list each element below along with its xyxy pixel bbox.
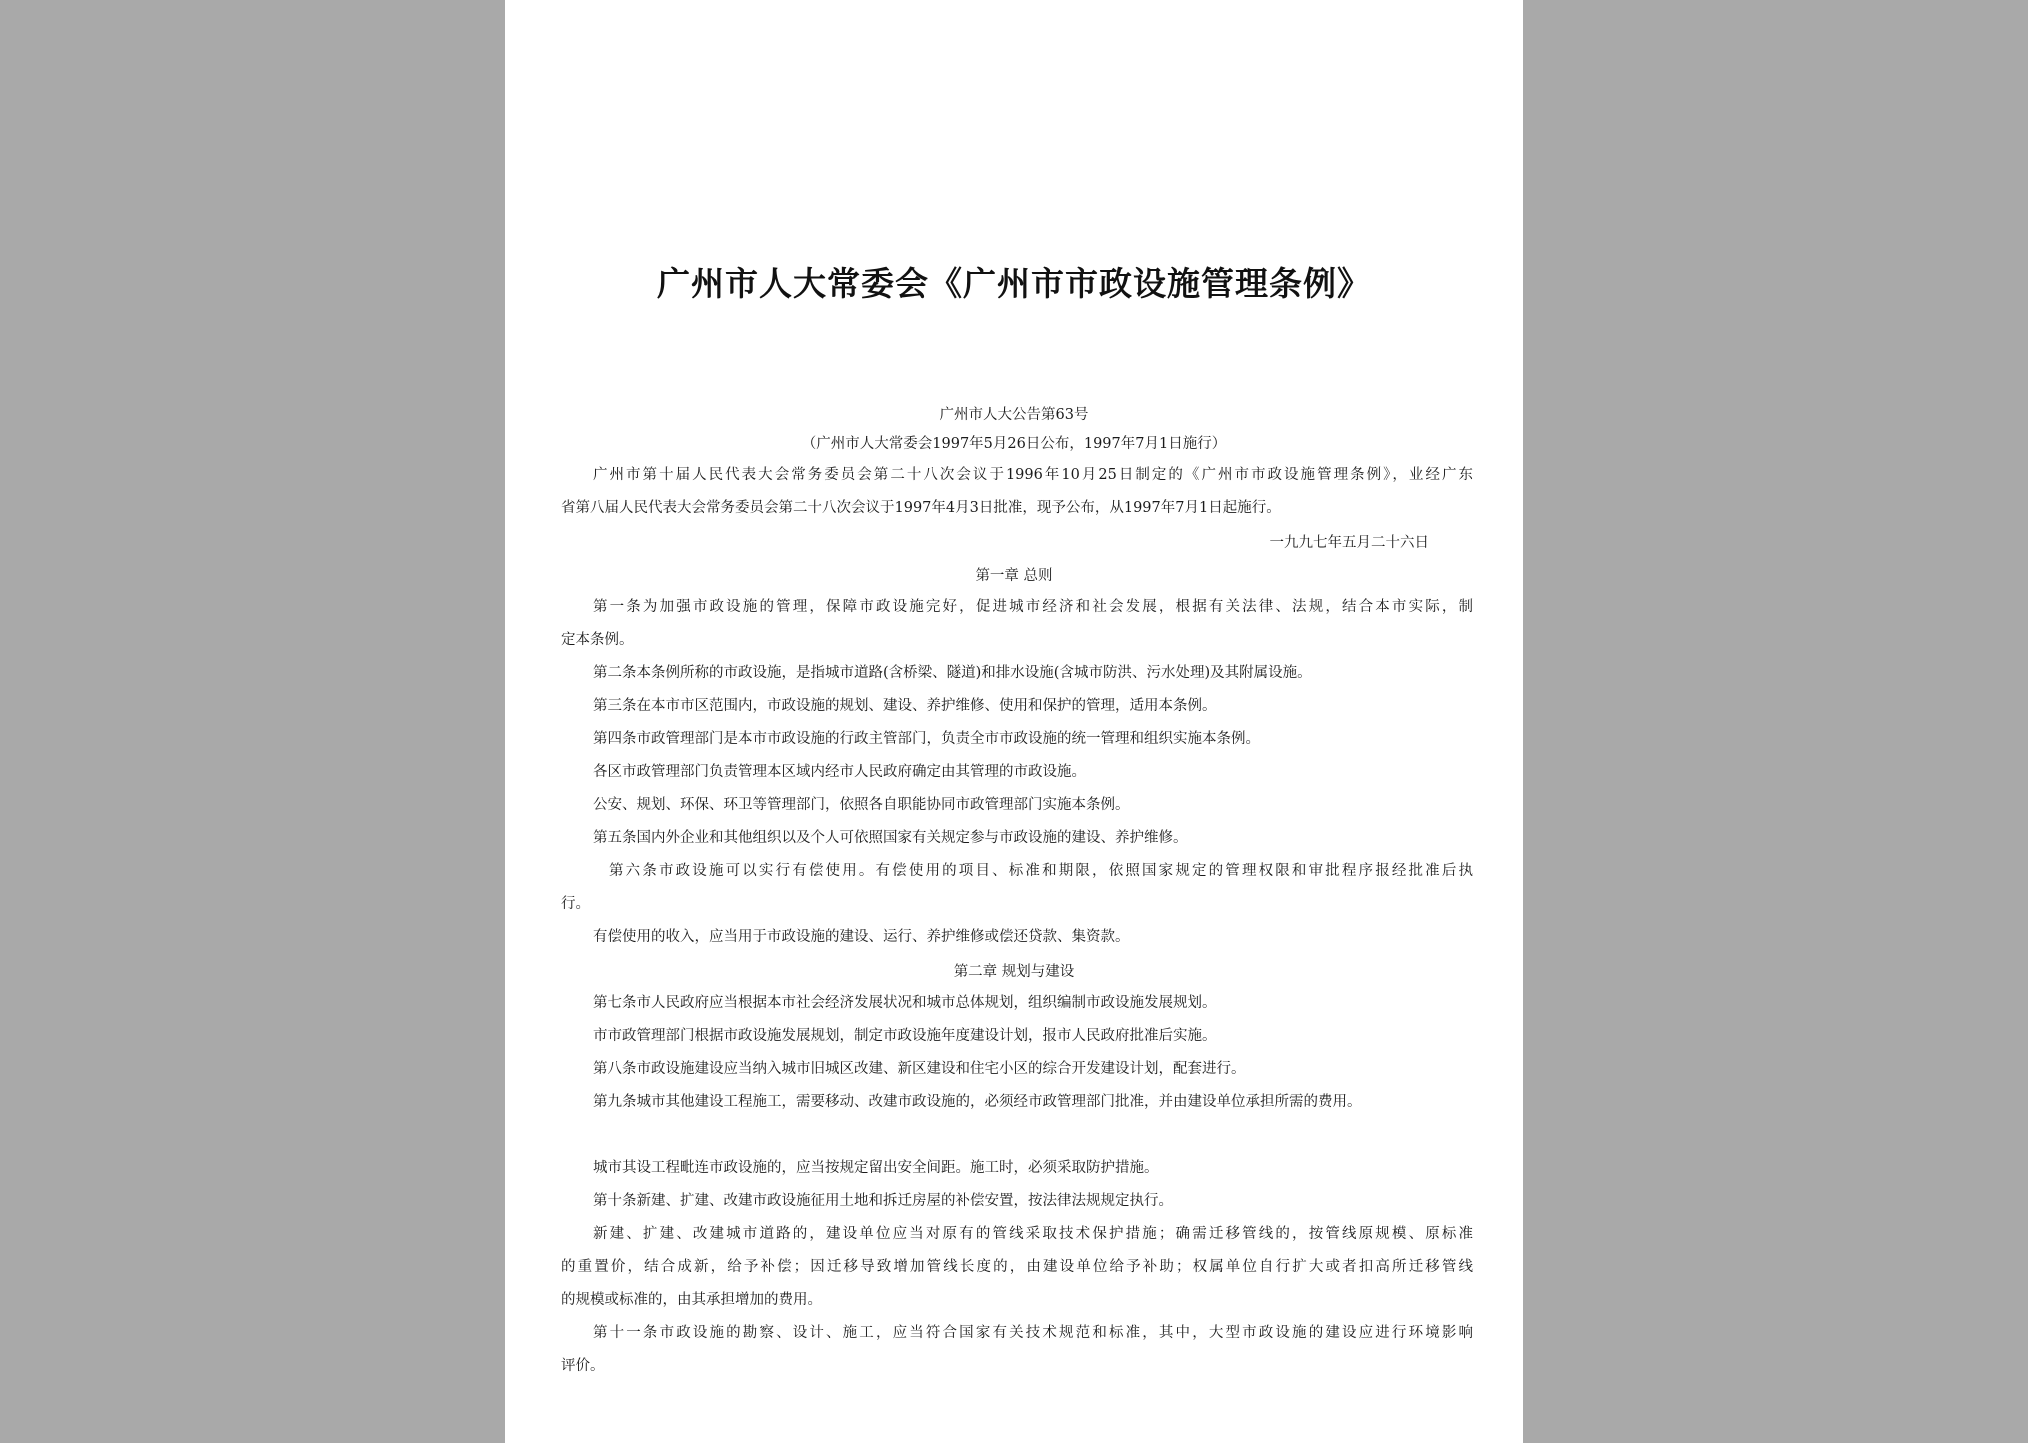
article-text: 定本条例。	[561, 632, 634, 648]
article-text: 第六条市政设施可以实行有偿使用。有偿使用的项目、标准和期限，依照国家规定的管理权限和审批程序报经批准后执	[609, 863, 1473, 879]
document-title: 广州市人大常委会《广州市市政设施管理条例》	[657, 264, 1371, 303]
article-text: 第十条新建、扩建、改建市政设施征用土地和拆迁房屋的补偿安置，按法律法规规定执行。	[593, 1193, 1173, 1209]
article-text: 第七条市人民政府应当根据本市社会经济发展状况和城市总体规划，组织编制市政设施发展规划。	[593, 995, 1217, 1011]
article-text: 第九条城市其他建设工程施工，需要移动、改建市政设施的，必须经市政管理部门批准，并由建设单位承担所需的费用。	[593, 1094, 1362, 1110]
article-text: 公安、规划、环保、环卫等管理部门，依照各自职能协同市政管理部门实施本条例。	[593, 797, 1130, 813]
article-text: 第二条本条例所称的市政设施，是指城市道路(含桥梁、隧道)和排水设施(含城市防洪、污水处理)及其附属设施。	[593, 665, 1312, 681]
article-text: 评价。	[561, 1358, 605, 1374]
preamble-line: 广州市第十届人民代表大会常务委员会第二十八次会议于1996年10月25日制定的《广州市市政设施管理条例》，业经广东	[593, 467, 1473, 483]
article-text: 各区市政管理部门负责管理本区域内经市人民政府确定由其管理的市政设施。	[593, 764, 1086, 780]
article-text: 第四条市政管理部门是本市市政设施的行政主管部门，负责全市市政设施的统一管理和组织实施本条例。	[593, 731, 1260, 747]
article-text: 第八条市政设施建设应当纳入城市旧城区改建、新区建设和住宅小区的综合开发建设计划，配套进行。	[593, 1061, 1246, 1077]
article-text: 第十一条市政设施的勘察、设计、施工，应当符合国家有关技术规范和标准，其中，大型市政设施的建设应进行环境影响	[593, 1325, 1473, 1341]
article-text: 第五条国内外企业和其他组织以及个人可依照国家有关规定参与市政设施的建设、养护维修。	[593, 830, 1188, 846]
article-text: 有偿使用的收入，应当用于市政设施的建设、运行、养护维修或偿还贷款、集资款。	[593, 929, 1130, 945]
preamble-line: 省第八届人民代表大会常务委员会第二十八次会议于1997年4月3日批准，现予公布，从1997年7月1日起施行。	[561, 500, 1281, 516]
chapter-heading: 第一章 总则	[975, 568, 1053, 584]
document-page	[505, 0, 1523, 1443]
article-text: 第三条在本市市区范围内，市政设施的规划、建设、养护维修、使用和保护的管理，适用本条例。	[593, 698, 1217, 714]
article-text: 市市政管理部门根据市政设施发展规划，制定市政设施年度建设计划，报市人民政府批准后实施。	[593, 1028, 1217, 1044]
publication-date: 一九九七年五月二十六日	[1269, 535, 1429, 551]
announcement-number: 广州市人大公告第63号	[939, 407, 1089, 423]
chapter-heading: 第二章 规划与建设	[953, 964, 1075, 980]
article-text: 行。	[561, 896, 590, 912]
article-text: 第一条为加强市政设施的管理，保障市政设施完好，促进城市经济和社会发展，根据有关法律、法规，结合本市实际，制	[593, 599, 1473, 615]
article-text: 的规模或标准的，由其承担增加的费用。	[561, 1292, 822, 1308]
article-text: 新建、扩建、改建城市道路的，建设单位应当对原有的管线采取技术保护措施；确需迁移管线的，按管线原规模、原标准	[593, 1226, 1473, 1242]
article-text: 城市其设工程毗连市政设施的，应当按规定留出安全间距。施工时，必须采取防护措施。	[593, 1160, 1159, 1176]
publication-note: （广州市人大常委会1997年5月26日公布，1997年7月1日施行）	[801, 436, 1227, 452]
article-text: 的重置价，结合成新，给予补偿；因迁移导致增加管线长度的，由建设单位给予补助；权属单位自行扩大或者扣高所迁移管线	[561, 1259, 1473, 1275]
